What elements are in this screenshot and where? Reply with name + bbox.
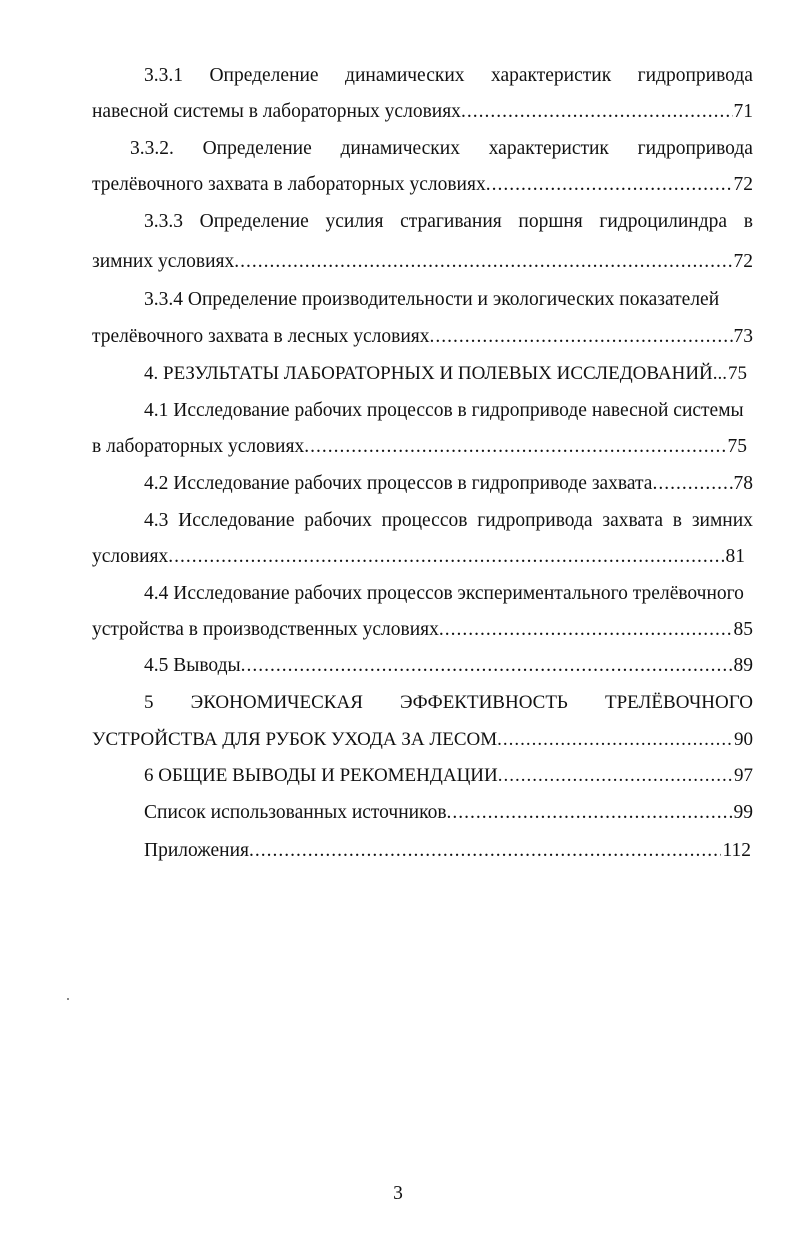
toc-entry-title: 4. РЕЗУЛЬТАТЫ ЛАБОРАТОРНЫХ И ПОЛЕВЫХ ИССЛЕДОВАНИЙ... (144, 363, 728, 384)
toc-entry-chapter-4 (144, 362, 753, 386)
toc-entry-4-4-line1: 4.4 Исследование рабочих процессов экспериментального трелёвочного (144, 583, 744, 604)
toc-word: 3.3.2. (130, 138, 174, 159)
toc-word: страгивания (400, 211, 502, 232)
toc-entry-3-3-2-line2 (92, 173, 753, 197)
toc-entry-title: 6 ОБЩИЕ ВЫВОДЫ И РЕКОМЕНДАЦИИ (144, 765, 498, 786)
toc-entry-title: в лабораторных условиях (92, 436, 305, 457)
toc-word: захвата (602, 510, 663, 531)
toc-word: 5 (144, 692, 154, 713)
toc-entry-4-3-line2 (92, 545, 745, 569)
toc-leader (497, 728, 733, 752)
toc-entry-3-3-2-line1 (130, 137, 753, 161)
toc-entry-chapter-5-line2 (92, 728, 753, 752)
toc-page-number: 97 (734, 765, 753, 786)
toc-word: зимних (691, 510, 753, 531)
toc-entry-title: трелёвочного захвата в лабораторных условиях (92, 174, 486, 195)
toc-leader (498, 764, 733, 788)
toc-entry-3-3-4-line2 (92, 325, 753, 349)
toc-page-number: 75 (727, 436, 747, 457)
toc-word: Определение (199, 211, 309, 232)
toc-word: гидропривода (637, 65, 753, 86)
toc-word: ЭФФЕКТИВНОСТЬ (400, 692, 568, 713)
toc-leader (461, 100, 733, 124)
toc-word: в (743, 211, 753, 232)
toc-entry-4-2 (144, 472, 753, 496)
toc-word: Исследование (178, 510, 295, 531)
toc-entry-4-1-line1: 4.1 Исследование рабочих процессов в гидроприводе навесной системы (144, 400, 744, 421)
toc-word: динамических (340, 138, 460, 159)
page-number: 3 (393, 1183, 403, 1204)
toc-leader (234, 250, 732, 274)
toc-entry-title: УСТРОЙСТВА ДЛЯ РУБОК УХОДА ЗА ЛЕСОМ (92, 729, 498, 750)
toc-leader (652, 472, 732, 496)
toc-page-number: 85 (733, 619, 753, 640)
toc-word: ТРЕЛЁВОЧНОГО (605, 692, 753, 713)
toc-page-number: 75 (728, 363, 748, 384)
toc-word: гидропривода (637, 138, 753, 159)
toc-page-number: 78 (733, 473, 753, 494)
toc-word: характеристик (490, 65, 612, 86)
toc-word: 3.3.3 (144, 211, 183, 232)
toc-entry-chapter-5-line1 (144, 691, 753, 715)
toc-word: динамических (345, 65, 465, 86)
toc-leader (486, 173, 733, 197)
toc-entry-4-1-line2 (92, 435, 747, 459)
toc-entry-appendices (144, 839, 751, 863)
toc-entry-title: условиях (92, 546, 169, 567)
toc-word: рабочих (304, 510, 372, 531)
toc-word: гидропривода (477, 510, 593, 531)
toc-word: Определение (202, 138, 312, 159)
scan-speck (67, 998, 69, 1000)
toc-entry-title: Список использованных источников (144, 802, 447, 823)
toc-entry-references (144, 801, 753, 825)
toc-page-number: 99 (733, 802, 753, 823)
toc-entry-4-5 (144, 654, 753, 678)
toc-entry-3-3-4-line1: 3.3.4 Определение производительности и экологических показателей (144, 289, 720, 310)
toc-leader (241, 654, 733, 678)
toc-page-number: 112 (722, 840, 751, 861)
toc-entry-chapter-6 (144, 764, 753, 788)
toc-word: 3.3.1 (144, 65, 183, 86)
toc-word: усилия (325, 211, 384, 232)
toc-page-number: 71 (733, 101, 753, 122)
toc-leader (168, 545, 724, 569)
toc-word: поршня (518, 211, 583, 232)
toc-word: в (672, 510, 683, 531)
toc-entry-title: зимних условиях (92, 251, 235, 272)
toc-word: Определение (209, 65, 319, 86)
toc-page-number: 90 (734, 729, 753, 750)
toc-entry-4-4-line2 (92, 618, 753, 642)
toc-page-number: 72 (733, 251, 753, 272)
toc-word: характеристик (488, 138, 609, 159)
toc-leader (249, 839, 721, 863)
toc-word: процессов (381, 510, 468, 531)
toc-word: гидроцилиндра (599, 211, 728, 232)
toc-entry-3-3-3-line2 (92, 250, 753, 274)
toc-entry-3-3-1-line2 (92, 100, 753, 124)
toc-word: 4.3 (144, 510, 169, 531)
toc-entry-title: устройства в производственных условиях (92, 619, 439, 640)
toc-leader (447, 801, 733, 825)
toc-entry-title: 4.5 Выводы (144, 655, 241, 676)
toc-entry-title: Приложения (144, 840, 249, 861)
toc-page-number: 72 (733, 174, 753, 195)
toc-word: ЭКОНОМИЧЕСКАЯ (190, 692, 363, 713)
toc-entry-title: 4.2 Исследование рабочих процессов в гидроприводе захвата (144, 473, 653, 494)
toc-leader (430, 325, 733, 349)
toc-leader (439, 618, 733, 642)
toc-leader (304, 435, 726, 459)
toc-page-number: 89 (733, 655, 753, 676)
toc-entry-3-3-3-line1 (144, 210, 753, 234)
toc-entry-title: трелёвочного захвата в лесных условиях (92, 326, 430, 347)
toc-entry-4-3-line1 (144, 509, 753, 533)
toc-page-number: 81 (725, 546, 745, 567)
toc-page-number: 73 (733, 326, 753, 347)
toc-entry-3-3-1-line1 (144, 64, 753, 88)
toc-entry-title: навесной системы в лабораторных условиях (92, 101, 461, 122)
